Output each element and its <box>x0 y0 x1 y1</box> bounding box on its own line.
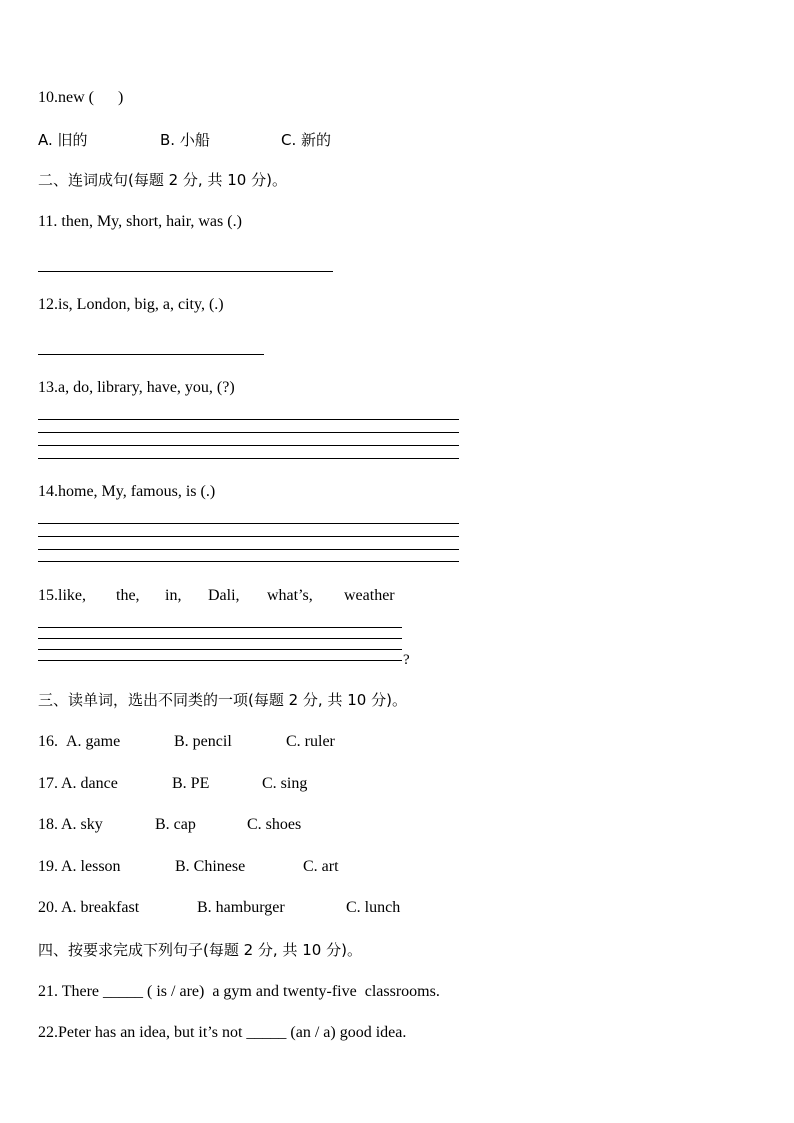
question-19-number: 19. <box>38 858 58 875</box>
question-12: 12.is, London, big, a, city, (.) <box>38 296 224 313</box>
question-18-option-a: A. sky <box>61 816 103 833</box>
question-20-option-b: B. hamburger <box>197 899 285 916</box>
question-18-number: 18. <box>38 816 58 833</box>
answer-line <box>38 649 402 650</box>
question-16-number: 16. <box>38 733 58 750</box>
question-16-option-a: A. game <box>66 733 121 750</box>
question-16-option-c: C. ruler <box>286 733 335 750</box>
section-3-title: 三、读单词，选出不同类的一项(每题 2 分, 共 10 分)。 <box>38 691 407 709</box>
question-14: 14.home, My, famous, is (.) <box>38 483 216 500</box>
question-19-option-a: A. lesson <box>61 858 121 875</box>
question-19-option-c: C. art <box>303 858 339 875</box>
answer-line <box>38 536 459 537</box>
answer-line <box>38 271 333 272</box>
answer-line <box>38 354 264 355</box>
question-15-word: in, <box>165 587 182 604</box>
question-18-option-c: C. shoes <box>247 816 302 833</box>
question-15-word: the, <box>116 587 140 604</box>
answer-line <box>38 432 459 433</box>
question-22: 22.Peter has an idea, but it’s not _____ (an / a) good idea. <box>38 1024 407 1041</box>
question-15-end-mark: ? <box>403 652 410 668</box>
answer-line <box>38 549 459 550</box>
section-2-title: 二、连词成句(每题 2 分, 共 10 分)。 <box>38 171 287 189</box>
question-10-stem: 10.new ( ) <box>38 89 124 106</box>
question-21: 21. There _____ ( is / are) a gym and twenty-five classrooms. <box>38 983 440 1000</box>
question-10-option-b: B. 小船 <box>160 131 210 149</box>
question-19-option-b: B. Chinese <box>175 858 246 875</box>
question-11: 11. then, My, short, hair, was (.) <box>38 213 242 230</box>
answer-line <box>38 445 459 446</box>
answer-line <box>38 523 459 524</box>
question-20-number: 20. <box>38 899 58 916</box>
question-17-option-b: B. PE <box>172 775 210 792</box>
answer-line <box>38 627 402 628</box>
question-15-word: what’s, <box>267 587 313 604</box>
question-10-option-c: C. 新的 <box>281 131 332 149</box>
answer-line <box>38 660 402 661</box>
answer-line <box>38 419 459 420</box>
answer-line <box>38 638 402 639</box>
question-15-word: Dali, <box>208 587 240 604</box>
question-20-option-a: A. breakfast <box>61 899 140 916</box>
question-15-word: weather <box>344 587 395 604</box>
question-15-word: 15.like, <box>38 587 86 604</box>
question-17-option-a: A. dance <box>61 775 118 792</box>
question-17-number: 17. <box>38 775 58 792</box>
answer-line <box>38 458 459 459</box>
question-16-option-b: B. pencil <box>174 733 232 750</box>
section-4-title: 四、按要求完成下列句子(每题 2 分, 共 10 分)。 <box>38 941 362 959</box>
question-17-option-c: C. sing <box>262 775 308 792</box>
question-13: 13.a, do, library, have, you, (?) <box>38 379 235 396</box>
answer-line <box>38 561 459 562</box>
question-10-option-a: A. 旧的 <box>38 131 88 149</box>
question-20-option-c: C. lunch <box>346 899 401 916</box>
question-18-option-b: B. cap <box>155 816 196 833</box>
